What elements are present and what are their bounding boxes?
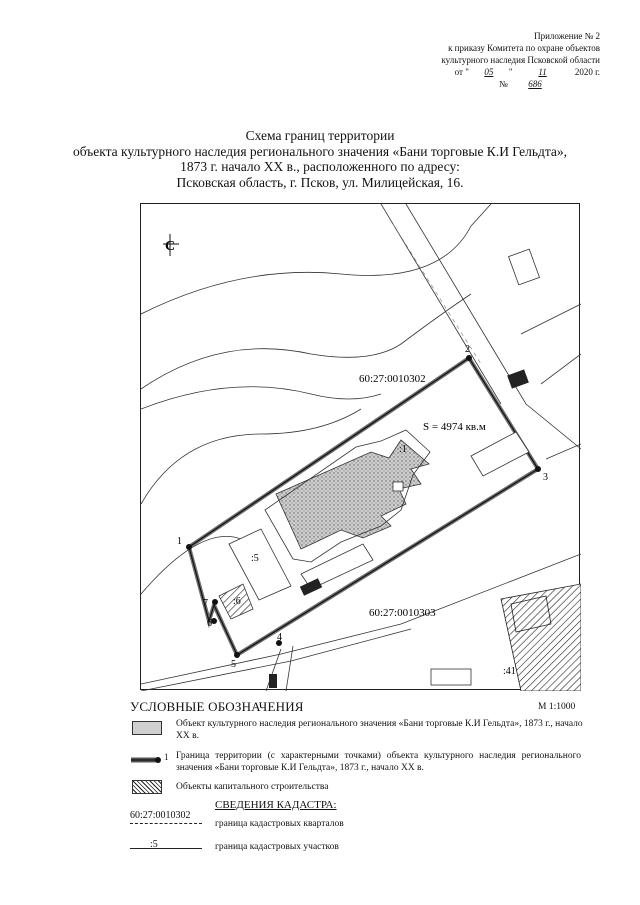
road-edge-2 [406, 204, 581, 449]
point-label-2: 2 [465, 344, 470, 355]
outbuilding-2 [471, 432, 529, 476]
point-label-5: 5 [231, 659, 236, 670]
boundary-map [140, 203, 580, 690]
river-bank-upper [141, 204, 491, 314]
point-label-6: 6 [207, 618, 212, 629]
heritage-annex [393, 482, 403, 491]
parcel-label-1: :1 [399, 444, 407, 455]
annex-date-day: 05 [484, 67, 494, 77]
title-line-3: 1873 г. начало XX в., расположенного по адресу: [180, 159, 460, 174]
annex-line-1: Приложение № 2 [534, 31, 600, 41]
point-1 [186, 544, 192, 550]
road-right-edge-2 [541, 354, 581, 384]
title-line-4: Псковская область, г. Псков, ул. Милицейская, 16. [176, 174, 464, 190]
legend-sample-block: 60:27:0010302 [130, 810, 191, 821]
annex-date-month: 11 [538, 67, 547, 77]
map-canvas [141, 204, 581, 691]
road-center [393, 224, 481, 364]
legend-item-parcel: граница кадастровых участков [215, 842, 339, 852]
annex-number-value: 686 [528, 79, 542, 89]
legend-title: УСЛОВНЫЕ ОБОЗНАЧЕНИЯ [130, 699, 304, 714]
legend-swatch-heritage [132, 721, 162, 735]
road-marker-bottom [269, 674, 277, 688]
annex-date-mid: " [508, 67, 513, 77]
legend-sample-parcel: :5 [150, 839, 158, 850]
bottom-right-shed [431, 669, 471, 685]
structure-road-marker [507, 369, 529, 388]
cadastral-block-upper-label: 60:27:0010302 [359, 373, 426, 385]
title-line-1: Схема границ территории [245, 128, 395, 143]
annex-date [380, 66, 600, 78]
road-right-edge [521, 304, 581, 334]
legend-line-parcel [130, 848, 202, 849]
point-7 [212, 599, 218, 605]
legend-swatch-boundary [131, 752, 163, 762]
point-label-3: 3 [543, 472, 548, 483]
north-arrow-icon [163, 234, 179, 256]
annex-header [380, 30, 600, 90]
map-scale: М 1:1000 [538, 702, 576, 712]
point-label-4: 4 [277, 632, 282, 643]
point-3 [535, 466, 541, 472]
legend-item-capital: Объекты капитального строительства [176, 782, 329, 792]
cadastral-block-lower-label: 60:27:0010303 [369, 607, 436, 619]
legend-swatch-capital [132, 780, 162, 794]
area-label: S = 4974 кв.м [423, 421, 486, 433]
north-symbol: С [165, 239, 176, 254]
title-line-2: объекта культурного наследия регионального значения «Бани торговые К.И Гельдта», [72, 143, 568, 159]
legend-item-heritage: Объект культурного наследия регионального значения «Бани торговые К.И Гельдта», 1873 г., начало XX в. [176, 719, 583, 741]
legend-point-label: 1 [164, 752, 169, 762]
point-label-7: 7 [203, 598, 208, 609]
annex-number [380, 78, 600, 90]
legend-line-block [130, 823, 202, 824]
point-5 [234, 652, 240, 658]
legend-item-block: граница кадастровых кварталов [215, 819, 344, 829]
structure-top-right [509, 249, 540, 285]
legend-item-boundary: Граница территории (с характерными точками) объекта культурного наследия регионального значения «Бани торговые К.И Гельдта», 1873 г., начало XX в. [176, 751, 581, 773]
point-2 [466, 355, 472, 361]
annex-date-year: 2020 г. [574, 67, 600, 77]
cadastre-title: СВЕДЕНИЯ КАДАСТРА: [215, 799, 337, 811]
point-label-1: 1 [177, 536, 182, 547]
annex-line-2: к приказу Комитета по охране объектов [448, 43, 600, 53]
parcel-label-5: :5 [251, 553, 259, 564]
document-title [0, 128, 640, 190]
annex-line-3: культурного наследия Псковской области [441, 55, 600, 65]
river-bank-lower [141, 387, 381, 409]
parcel-label-6: :6 [233, 596, 241, 607]
annex-number-prefix: № [499, 79, 508, 89]
road-right-edge-3 [546, 444, 581, 459]
annex-date-prefix: от " [454, 67, 469, 77]
parcel-label-41: :41 [503, 666, 516, 677]
